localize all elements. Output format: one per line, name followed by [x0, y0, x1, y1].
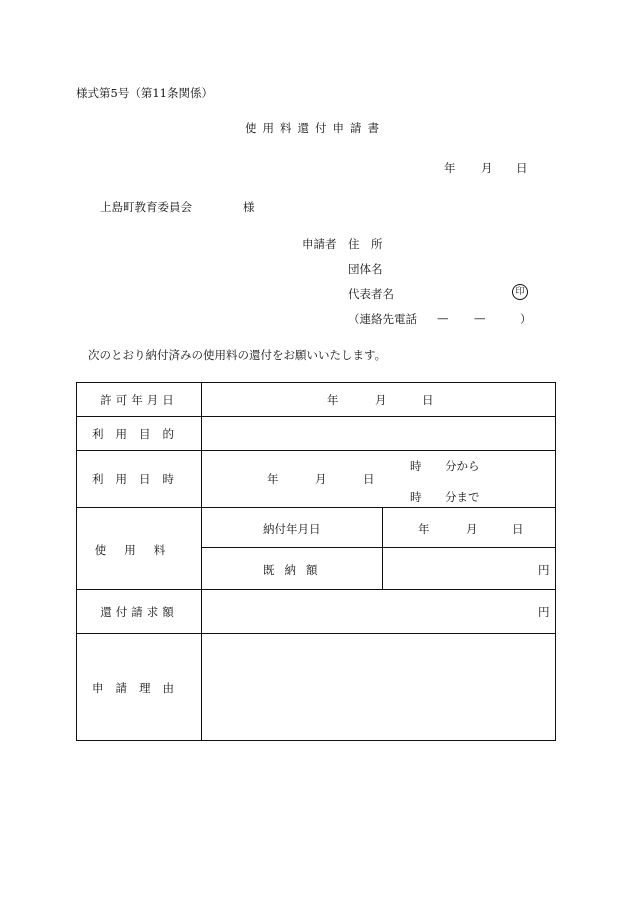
payment-year: 年 [418, 522, 430, 536]
permit-year: 年 [327, 393, 339, 407]
contact-phone-label: （連絡先電話 [348, 312, 417, 326]
column-divider [201, 383, 202, 740]
payment-date-label: 納付年月日 [263, 522, 321, 536]
contact-close-paren: ） [520, 312, 532, 326]
fee-column-divider [382, 507, 383, 589]
contact-dash: — [437, 311, 449, 325]
datetime-year: 年 [267, 472, 279, 486]
representative-label: 代表者名 [348, 287, 394, 301]
datetime-label: 利用日時 [92, 472, 186, 486]
row-divider [77, 507, 555, 508]
form-number: 様式第5号（第11条関係） [76, 86, 213, 100]
reason-label: 申請理由 [92, 681, 186, 695]
fee-label: 使用料 [94, 543, 184, 557]
payment-day: 日 [512, 522, 524, 536]
refund-amount-yen: 円 [538, 605, 550, 619]
applicant-label: 申請者 [302, 237, 337, 251]
address-label: 住 所 [348, 237, 383, 251]
purpose-label: 利用目的 [92, 427, 186, 441]
contact-dash: — [474, 311, 486, 325]
document-title: 使用料還付申請書 [245, 121, 385, 135]
group-name-label: 団体名 [348, 262, 383, 276]
row-divider [201, 547, 555, 548]
row-divider [77, 450, 555, 451]
permit-day: 日 [422, 393, 434, 407]
seal-mark: 印 [512, 284, 528, 300]
paid-amount-label: 既納額 [263, 563, 328, 577]
permit-month: 月 [375, 393, 387, 407]
row-divider [77, 416, 555, 417]
payment-month: 月 [466, 522, 478, 536]
honorific: 様 [243, 200, 255, 214]
date-day: 日 [516, 161, 528, 175]
start-minute-from: 分から [445, 459, 480, 473]
datetime-month: 月 [315, 472, 327, 486]
end-hour: 時 [410, 490, 422, 504]
end-minute-until: 分まで [445, 490, 480, 504]
addressee: 上島町教育委員会 [100, 200, 192, 214]
start-hour: 時 [410, 459, 422, 473]
date-year: 年 [444, 161, 456, 175]
paid-amount-yen: 円 [538, 563, 550, 577]
datetime-day: 日 [363, 472, 375, 486]
refund-amount-label: 還付請求額 [100, 605, 178, 619]
intro-text: 次のとおり納付済みの使用料の還付をお願いいたします。 [88, 348, 387, 362]
permit-date-label: 許可年月日 [100, 393, 178, 407]
date-month: 月 [481, 161, 493, 175]
row-divider [77, 633, 555, 634]
row-divider [77, 589, 555, 590]
refund-form-table [76, 382, 556, 741]
